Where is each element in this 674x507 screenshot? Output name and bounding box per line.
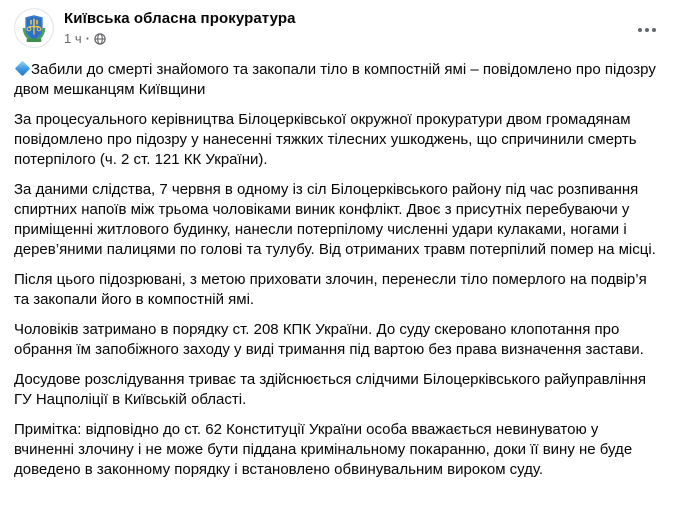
prosecutor-emblem-logo-icon — [14, 8, 54, 48]
post-paragraph: Після цього підозрювані, з метою приховати злочин, перенесли тіло померлого на подвір’я та закопали його в компостній ямі. — [14, 271, 647, 308]
post-meta — [64, 31, 296, 46]
post-header — [14, 8, 660, 48]
post-paragraph: Досудове розслідування триває та здійснюється слідчими Білоцерківського райуправління ГУ Нацполіції в Київській області. — [14, 371, 647, 408]
ellipsis-dot — [652, 28, 656, 32]
globe-icon — [94, 33, 106, 45]
post-paragraph-title — [14, 60, 660, 100]
ellipsis-dot — [645, 28, 649, 32]
timestamp[interactable]: 1 ч — [64, 31, 82, 46]
header-text — [64, 8, 296, 46]
post-paragraph: Примітка: відповідно до ст. 62 Конституції України особа вважається невинуватою у вчиненні злочину і не може бути піддана кримінальному покаранню, доки її вину не буде доведено в законному порядку і встановлено обвинувальним вироком суду. — [14, 421, 633, 478]
post-title-text: Забили до смерті знайомого та закопали тіло в компостній ямі – повідомлено про підозру двом мешканцям Київщини — [14, 61, 656, 98]
post-paragraph: За даними слідства, 7 червня в одному із сіл Білоцерківського району під час розпивання спиртних напоїв між трьома чоловіками виник конфлікт. Двоє з присутніх перебуваючи у приміщенні житлового будинку, нанесли потерпілому численні удари кулаками, ногами і дерев’яними палицями по голові та тулубу. Від отриманих травм потерпілий помер на місці. — [14, 181, 656, 258]
page-avatar[interactable] — [14, 8, 54, 48]
meta-separator: · — [85, 31, 90, 46]
more-options-button[interactable] — [634, 22, 660, 38]
post-paragraph: За процесуального керівництва Білоцерківської окружної прокуратури двом громадянам повідомлено про підозру у нанесенні тяжких тілесних ушкоджень, що спричинили смерть потерпілого (ч. 2 ст. 121 КК України). — [14, 111, 637, 168]
page-name[interactable]: Київська обласна прокуратура — [64, 10, 296, 27]
ellipsis-dot — [638, 28, 642, 32]
post-paragraph: Чоловіків затримано в порядку ст. 208 КПК України. До суду скеровано клопотання про обрання їм запобіжного заходу у виді тримання під вартою без права визначення застави. — [14, 321, 644, 358]
blue-diamond-icon — [14, 62, 31, 76]
post-body — [14, 60, 660, 480]
